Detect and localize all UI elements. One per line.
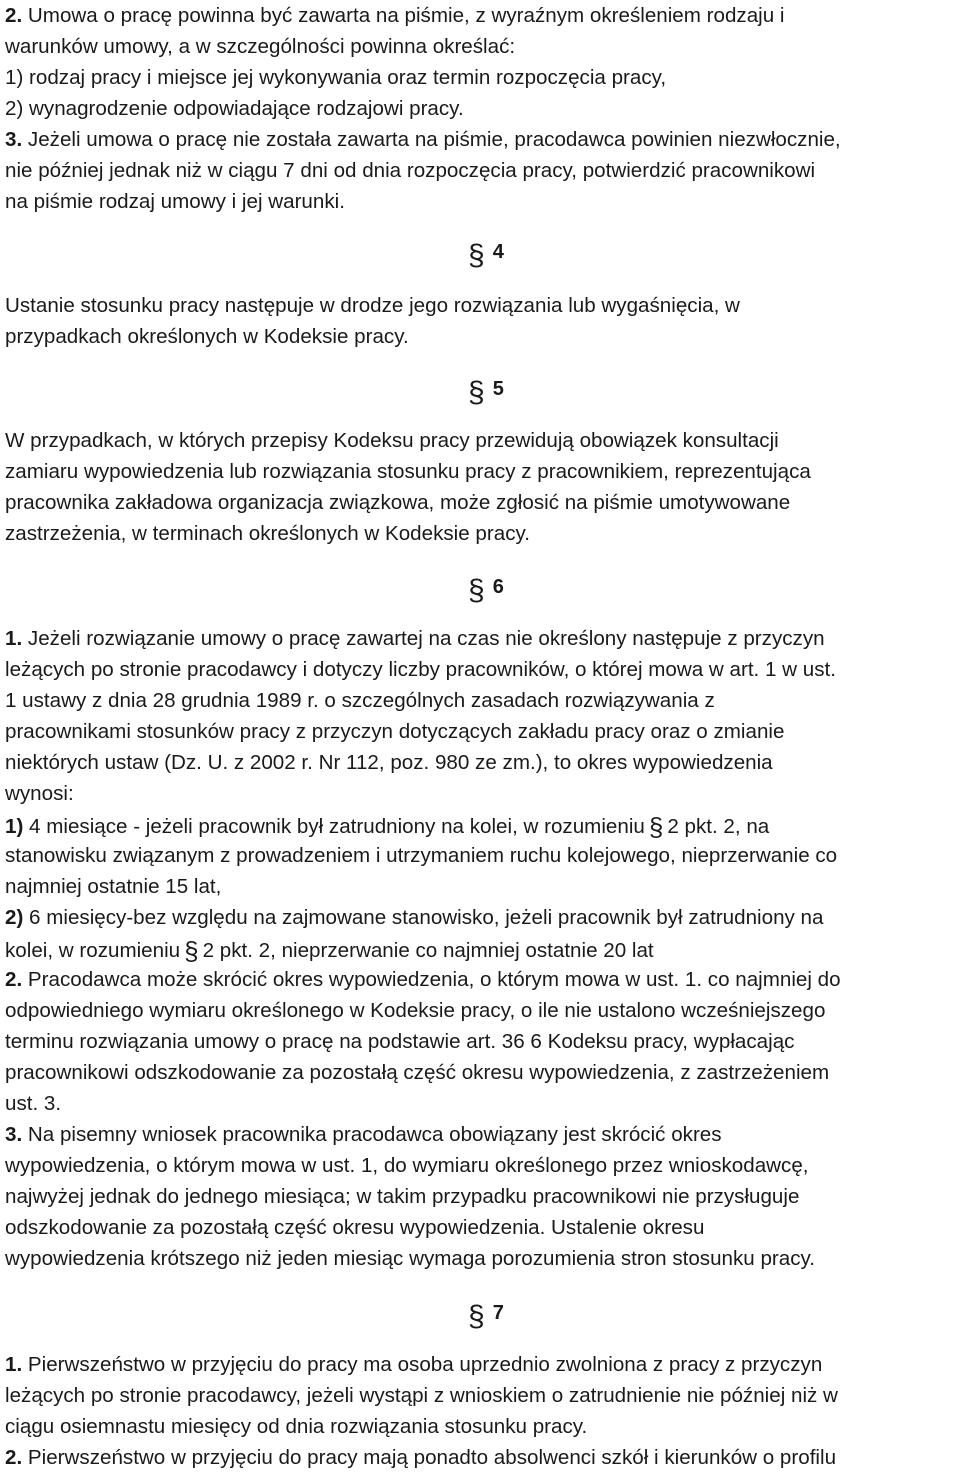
point-number: 2. — [5, 968, 23, 991]
section-mark-icon: § — [468, 239, 485, 272]
text-line — [5, 964, 841, 995]
section-number: 5 — [492, 378, 504, 400]
line-text: najmniej ostatnie 15 lat, — [5, 875, 222, 898]
text-line — [5, 518, 530, 549]
section-mark-icon: § — [648, 812, 664, 842]
text-line — [5, 456, 811, 487]
text-line — [5, 1442, 836, 1473]
section-heading-7 — [468, 1297, 504, 1334]
line-text: kolei, w rozumieniu — [5, 939, 181, 962]
text-line — [5, 685, 715, 716]
point-number: 1. — [5, 1353, 23, 1376]
section-number: 7 — [492, 1302, 504, 1324]
line-text: Na pisemny wniosek pracownika pracodawca obowiązany jest skrócić okres — [27, 1123, 722, 1146]
text-line — [5, 290, 740, 321]
text-line — [5, 321, 409, 352]
text-line — [5, 1026, 794, 1057]
line-text: 4 miesiące - jeżeli pracownik był zatrudniony na kolei, w rozumieniu — [29, 815, 645, 838]
text-line — [5, 62, 666, 93]
line-text: 2) wynagrodzenie odpowiadające rodzajowi pracy. — [5, 97, 464, 120]
section-mark-icon: § — [468, 376, 485, 409]
text-line — [5, 716, 784, 747]
point-number: 2. — [5, 4, 23, 27]
section-heading-4 — [468, 236, 504, 273]
point-number: 1. — [5, 627, 23, 650]
point-number: 3. — [5, 128, 23, 151]
line-text: zamiaru wypowiedzenia lub rozwiązania stosunku pracy z pracownikiem, reprezentująca — [5, 460, 811, 483]
text-line — [5, 1411, 587, 1442]
text-line — [5, 1243, 815, 1274]
line-text: 2 pkt. 2, nieprzerwanie co najmniej ostatnie 20 lat — [202, 939, 654, 962]
line-text: odszkodowanie za pozostałą część okresu wypowiedzenia. Ustalenie okresu — [5, 1216, 705, 1239]
section-heading-6 — [468, 571, 504, 608]
text-line — [5, 155, 815, 186]
point-number: 2) — [5, 906, 24, 929]
text-line — [5, 840, 837, 871]
line-text: Pracodawca może skrócić okres wypowiedzenia, o którym mowa w ust. 1. co najmniej do — [27, 968, 841, 991]
section-mark-icon: § — [468, 1300, 485, 1333]
text-line — [5, 1150, 809, 1181]
text-line — [5, 1212, 704, 1243]
line-text: przypadkach określonych w Kodeksie pracy. — [5, 325, 409, 348]
text-line — [5, 809, 769, 840]
text-line — [5, 871, 221, 902]
point-number: 3. — [5, 1123, 23, 1146]
line-text: 2 pkt. 2, na — [667, 815, 770, 838]
line-text: 1) rodzaj pracy i miejsce jej wykonywania oraz termin rozpoczęcia pracy, — [5, 66, 667, 89]
line-text: leżących po stronie pracodawcy i dotyczy liczby pracowników, o której mowa w art. 1 w ust. — [5, 658, 836, 681]
line-text: Umowa o pracę powinna być zawarta na piśmie, z wyraźnym określeniem rodzaju i — [27, 4, 785, 27]
line-text: odpowiedniego wymiaru określonego w Kodeksie pracy, o ile nie ustalono wcześniejszego — [5, 999, 826, 1022]
text-line — [5, 1088, 61, 1119]
line-text: ust. 3. — [5, 1092, 62, 1115]
text-line — [5, 654, 836, 685]
section-mark-icon: § — [184, 936, 199, 966]
line-text: 6 miesięcy-bez względu na zajmowane stanowisko, jeżeli pracownik był zatrudniony na — [29, 906, 824, 929]
section-number: 4 — [492, 241, 504, 263]
line-text: wypowiedzenia krótszego niż jeden miesiąc wymaga porozumienia stron stosunku pracy. — [5, 1247, 816, 1270]
text-line — [5, 1380, 838, 1411]
text-line — [5, 1349, 822, 1380]
text-line — [5, 0, 784, 31]
line-text: Pierwszeństwo w przyjęciu do pracy ma osoba uprzednio zwolniona z pracy z przyczyn — [27, 1353, 823, 1376]
text-line — [5, 1057, 829, 1088]
text-line — [5, 186, 345, 217]
line-text: warunków umowy, a w szczególności powinna określać: — [5, 35, 516, 58]
text-line — [5, 995, 825, 1026]
line-text: nie później jednak niż w ciągu 7 dni od dnia rozpoczęcia pracy, potwierdzić pracownikowi — [5, 159, 816, 182]
text-line — [5, 487, 790, 518]
section-number: 6 — [492, 576, 504, 598]
text-line — [5, 747, 773, 778]
line-text: W przypadkach, w których przepisy Kodeksu pracy przewidują obowiązek konsultacji — [5, 429, 779, 452]
line-text: niektórych ustaw (Dz. U. z 2002 r. Nr 112, poz. 980 ze zm.), to okres wypowiedzenia — [5, 751, 773, 774]
line-text: terminu rozwiązania umowy o pracę na podstawie art. 36 6 Kodeksu pracy, wypłacając — [5, 1030, 795, 1053]
text-line — [5, 902, 823, 933]
text-line — [5, 31, 515, 62]
line-text: najwyżej jednak do jednego miesiąca; w takim przypadku pracownikowi nie przysługuje — [5, 1185, 800, 1208]
text-line — [5, 425, 779, 456]
line-text: na piśmie rodzaj umowy i jej warunki. — [5, 190, 345, 213]
line-text: pracownika zakładowa organizacja związkowa, może zgłosić na piśmie umotywowane — [5, 491, 791, 514]
text-line — [5, 778, 74, 809]
section-heading-5 — [468, 373, 504, 410]
line-text: Jeżeli rozwiązanie umowy o pracę zawartej na czas nie określony następuje z przyczyn — [27, 627, 825, 650]
text-line — [5, 1119, 722, 1150]
line-text: zastrzeżenia, w terminach określonych w Kodeksie pracy. — [5, 522, 530, 545]
text-line — [5, 1181, 799, 1212]
line-text: pracownikowi odszkodowanie za pozostałą część okresu wypowiedzenia, z zastrzeżeniem — [5, 1061, 830, 1084]
line-text: wynosi: — [5, 782, 74, 805]
line-text: Jeżeli umowa o pracę nie została zawarta na piśmie, pracodawca powinien niezwłocznie, — [27, 128, 841, 151]
text-line — [5, 124, 841, 155]
section-mark-icon: § — [468, 574, 485, 607]
text-line — [5, 93, 464, 124]
line-text: stanowisku związanym z prowadzeniem i utrzymaniem ruchu kolejowego, nieprzerwanie co — [5, 844, 838, 867]
text-line — [5, 623, 825, 654]
line-text: 1 ustawy z dnia 28 grudnia 1989 r. o szczególnych zasadach rozwiązywania z — [5, 689, 715, 712]
line-text: ciągu osiemnastu miesięcy od dnia rozwiązania stosunku pracy. — [5, 1415, 588, 1438]
line-text: pracownikami stosunków pracy z przyczyn dotyczących zakładu pracy oraz o zmianie — [5, 720, 785, 743]
line-text: wypowiedzenia, o którym mowa w ust. 1, do wymiaru określonego przez wnioskodawcę, — [5, 1154, 809, 1177]
text-line — [5, 933, 654, 964]
point-number: 2. — [5, 1446, 23, 1469]
point-number: 1) — [5, 815, 24, 838]
line-text: Ustanie stosunku pracy następuje w drodze jego rozwiązania lub wygaśnięcia, w — [5, 294, 740, 317]
line-text: Pierwszeństwo w przyjęciu do pracy mają ponadto absolwenci szkół i kierunków o profilu — [27, 1446, 837, 1469]
line-text: leżących po stronie pracodawcy, jeżeli wystąpi z wnioskiem o zatrudnienie nie później niż w — [5, 1384, 838, 1407]
